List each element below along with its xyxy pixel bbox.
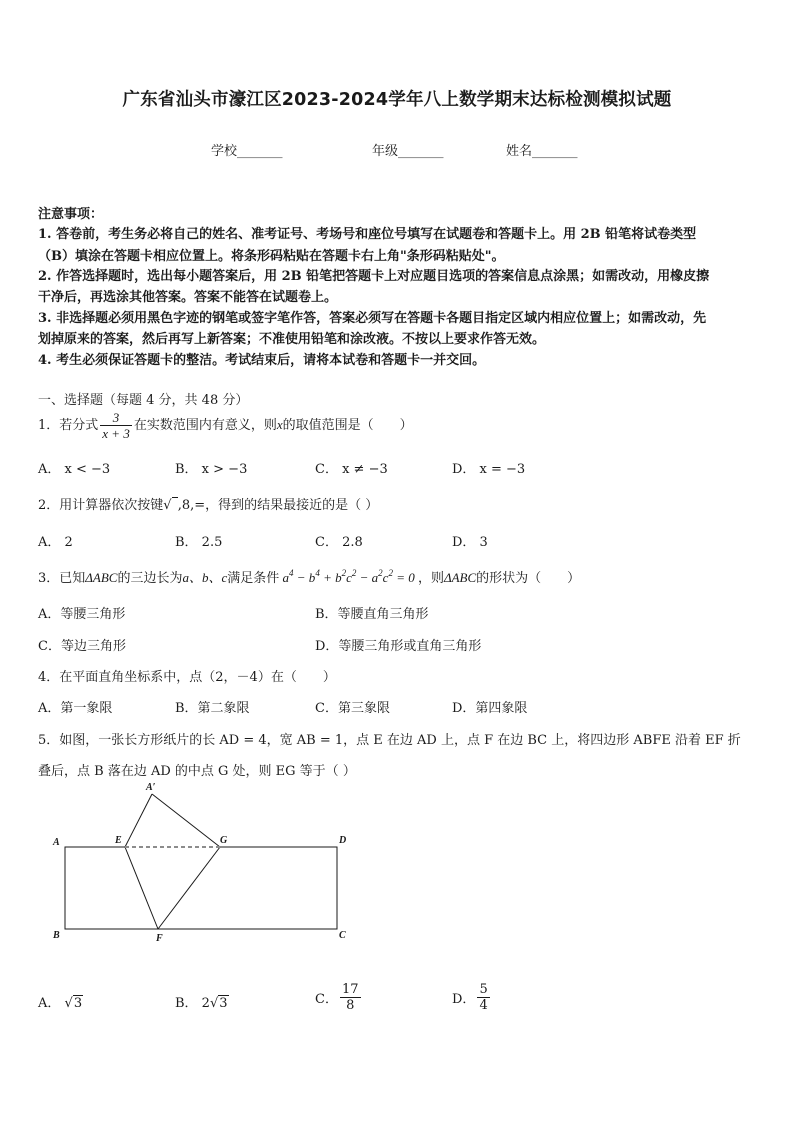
q3-option-c: C．等边三角形 [38, 639, 126, 654]
rectangle-abcd [65, 847, 337, 929]
q3-option-a: A．等腰三角形 [38, 607, 126, 622]
label-f: F [156, 933, 163, 944]
q4-option-b: B．第二象限 [175, 701, 250, 716]
question-5-line-1: 5．如图，一张长方形纸片的长 AD = 4，宽 AB = 1，点 E 在边 AD 上，点 F 在边 BC 上，将四边形 ABFE 沿着 EF 折 [38, 733, 741, 748]
label-b: B [53, 930, 60, 941]
label-g: G [220, 835, 228, 846]
q2-option-a: A． 2 [38, 535, 73, 550]
q2-option-d: D． 3 [452, 535, 488, 550]
segment-ef [125, 847, 158, 929]
q1-option-c: C． x ≠ −3 [315, 462, 388, 477]
notice-2b: 干净后，再选涂其他答案。答案不能答在试题卷上。 [38, 290, 338, 305]
notice-3a: 3. 非选择题必须用黑色字迹的钢笔或签字笔作答，答案必须写在答题卡各题目指定区域内相应位置上；如需改动，先 [38, 311, 707, 326]
fold-figure [40, 780, 360, 950]
segment-fg [158, 847, 220, 929]
question-2: 2．用计算器依次按键√ ,8,=，得到的结果最接近的是（ ） [38, 498, 379, 513]
label-e: E [115, 835, 122, 846]
label-a: A [53, 837, 60, 848]
q3-option-d: D．等腰三角形或直角三角形 [315, 639, 482, 654]
notice-3b: 划掉原来的答案，然后再写上新答案；不准使用铅笔和涂改液。不按以上要求作答无效。 [38, 332, 546, 347]
q1-option-d: D． x = −3 [452, 462, 526, 477]
q5-option-d: D． $\frac{5}{4}$ [452, 982, 488, 1013]
question-4: 4．在平面直角坐标系中，点（2，－4）在（ ） [38, 670, 336, 685]
section-heading: 一、选择题（每题 4 分，共 48 分） [38, 393, 249, 408]
segment-ag [152, 794, 220, 847]
q5-option-b: B． 2√3 [175, 996, 228, 1011]
q3-option-b: B．等腰直角三角形 [315, 607, 429, 622]
label-d: D [339, 835, 347, 846]
q2-option-c: C． 2.8 [315, 535, 363, 550]
q4-option-d: D．第四象限 [452, 701, 528, 716]
q5-option-c: C． $\frac{17}{8}$ [315, 982, 359, 1013]
notice-1b: （B）填涂在答题卡相应位置上。将条形码粘贴在答题卡右上角"条形码粘贴处"。 [38, 249, 505, 264]
q1-option-a: A． x < −3 [38, 462, 111, 477]
label-c: C [339, 930, 346, 941]
notice-4: 4. 考生必须保证答题卡的整洁。考试结束后，请将本试卷和答题卡一并交回。 [38, 353, 486, 368]
notice-1a: 1. 答卷前，考生务必将自己的姓名、准考证号、考场号和座位号填写在试题卷和答题卡上。用 2B 铅笔将试卷类型 [38, 227, 697, 242]
name-field: 姓名_______ [506, 144, 578, 159]
label-a-prime: A′ [146, 782, 156, 793]
notice-heading: 注意事项： [38, 207, 104, 222]
question-3: 3．已知ΔABC的三边长为a、b、c满足条件 $a^4 - b^4 + b^2c^2 - a^2c^2 = 0$ ，则ΔABC的形状为（ ） [38, 568, 581, 586]
q1-fraction: $\frac{3}{x + 3}$ [102, 410, 130, 441]
q4-option-c: C．第三象限 [315, 701, 390, 716]
q4-option-a: A．第一象限 [38, 701, 113, 716]
page-title: 广东省汕头市濠江区2023-2024学年八上数学期末达标检测模拟试题 [122, 90, 672, 110]
q1-option-b: B． x > −3 [175, 462, 248, 477]
notice-2a: 2. 作答选择题时，选出每小题答案后，用 2B 铅笔把答题卡上对应题目选项的答案信息点涂黑；如需改动，用橡皮擦 [38, 269, 710, 284]
school-field: 学校_______ [211, 144, 283, 159]
q2-option-b: B． 2.5 [175, 535, 223, 550]
sqrt-key-icon: √ [163, 498, 177, 513]
question-1: 1．若分式 $\frac{3}{x + 3}$ 在实数范围内有意义，则x的取值范围是（ ） [38, 410, 413, 441]
grade-field: 年级_______ [372, 144, 444, 159]
question-5-line-2: 叠后，点 B 落在边 AD 的中点 G 处，则 EG 等于（ ） [38, 764, 356, 779]
segment-ea [125, 794, 152, 847]
q5-option-a: A． √3 [38, 996, 83, 1011]
q3-equation: $a^4 - b^4 + b^2c^2 - a^2c^2 = 0$ [279, 568, 418, 585]
